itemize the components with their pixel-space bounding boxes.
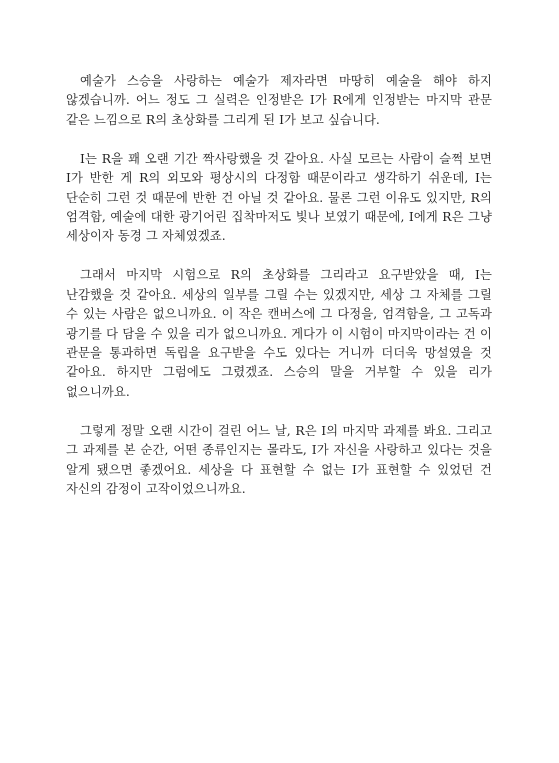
paragraph-2: I는 R을 꽤 오랜 기간 짝사랑했을 것 같아요. 사실 모르는 사람이 슬쩍 보면 I가 반한 게 R의 외모와 평상시의 다정함 때문이라고 생각하기 쉬운데, I는 단순히 그런 것 때문에 반한 건 아닐 것 같아요. 물론 그런 이유도 있지만, R의 엄격함, 예술에 대한 광기어린 집착마저도 빛나 보였기 때문에, I에게 R은 그냥 세상이자 동경 그 자체였겠죠.	[66, 151, 492, 244]
paragraph-3: 그래서 마지막 시험으로 R의 초상화를 그리라고 요구받았을 때, I는 난감했을 것 같아요. 세상의 일부를 그릴 수는 있겠지만, 세상 그 자체를 그릴 수 있는 사람은 없으니까요. 이 작은 캔버스에 그 다정을, 엄격함을, 그 고독과 광기를 다 담을 수 있을 리가 없으니까요. 게다가 이 시험이 마지막이라는 건 이 관문을 통과하면 독립을 요구받을 수도 있다는 거니까 더더욱 망설였을 것 같아요. 하지만 그럼에도 그렸겠죠. 스승의 말을 거부할 수 있을 리가 없으니까요.	[66, 268, 492, 399]
paragraph-1: 예술가 스승을 사랑하는 예술가 제자라면 마땅히 예술을 해야 하지 않겠습니까. 어느 정도 그 실력은 인정받은 I가 R에게 인정받는 마지막 관문 같은 느낌으로 R의 초상화를 그리게 된 I가 보고 싶습니다.	[66, 74, 492, 127]
paragraph-4: 그렇게 정말 오랜 시간이 걸린 어느 날, R은 I의 마지막 과제를 봐요. 그리고 그 과제를 본 순간, 어떤 종류인지는 몰라도, I가 자신을 사랑하고 있다는 것을 알게 됐으면 좋겠어요. 세상을 다 표현할 수 없는 I가 표현할 수 있었던 건 자신의 감정이 고작이었으니까요.	[66, 423, 492, 497]
document-body	[66, 72, 492, 500]
